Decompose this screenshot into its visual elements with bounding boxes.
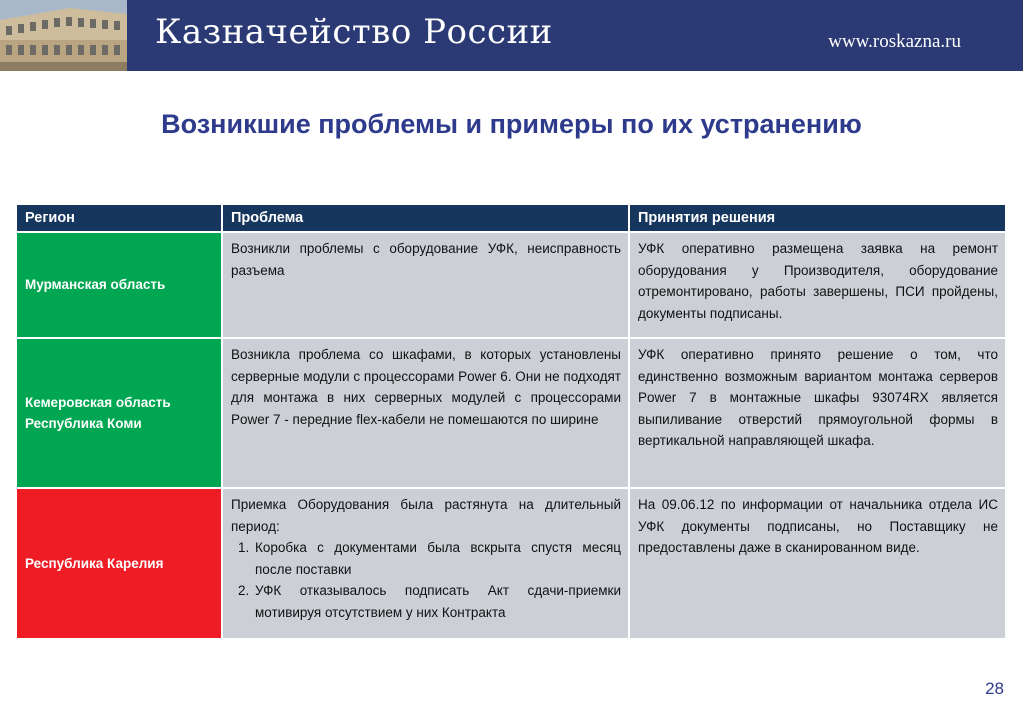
table-row bbox=[16, 488, 1006, 639]
column-header-region: Регион bbox=[16, 204, 222, 232]
problem-list bbox=[231, 537, 621, 623]
problem-cell: Возникла проблема со шкафами, в которых установлены серверные модули с процессорами Power 6. Они не подходят для монтажа в них серверных модулей с процессорами Power 7 - передние flex-кабели не помешаются по ширине bbox=[222, 338, 629, 488]
problem-cell bbox=[222, 488, 629, 639]
solution-cell: На 09.06.12 по информации от начальника отдела ИС УФК документы подписаны, но Поставщику не предоставлены даже в сканированном виде. bbox=[629, 488, 1006, 639]
region-name: Республика Коми bbox=[25, 416, 142, 431]
region-cell bbox=[16, 232, 222, 338]
column-header-problem: Проблема bbox=[222, 204, 629, 232]
problem-cell: Возникли проблемы с оборудование УФК, неисправность разъема bbox=[222, 232, 629, 338]
site-url[interactable]: www.roskazna.ru bbox=[828, 31, 961, 52]
header-banner bbox=[0, 0, 1023, 71]
page-title: Возникшие проблемы и примеры по их устранению bbox=[161, 109, 862, 139]
building-photo bbox=[0, 0, 127, 71]
problem-intro: Приемка Оборудования была растянута на длительный период: bbox=[231, 497, 621, 534]
region-name: Мурманская область bbox=[25, 277, 166, 293]
solution-cell: УФК оперативно размещена заявка на ремонт оборудования у Производителя, оборудование отремонтировано, работы завершены, ПСИ пройдены, документы подписаны. bbox=[629, 232, 1006, 338]
table-row bbox=[16, 232, 1006, 338]
solution-cell: УФК оперативно принято решение о том, что единственно возможным вариантом монтажа серверов Power 7 в монтажные шкафы 93074RX является выпиливание отверстий прямоугольной формы в вертикальной направляющей шкафа. bbox=[629, 338, 1006, 488]
issues-table bbox=[15, 203, 1007, 640]
table-row bbox=[16, 338, 1006, 488]
column-header-solution: Принятия решения bbox=[629, 204, 1006, 232]
page-number: 28 bbox=[985, 679, 1004, 698]
brand-name: Казначейство России bbox=[155, 12, 553, 52]
table-header-row bbox=[16, 204, 1006, 232]
region-name: Кемеровская область bbox=[25, 394, 171, 410]
region-name: Республика Карелия bbox=[25, 555, 164, 571]
region-cell bbox=[16, 338, 222, 488]
list-item: 1. Коробка с документами была вскрыта спустя месяц после поставки bbox=[253, 537, 621, 580]
region-cell bbox=[16, 488, 222, 639]
list-item: 2. УФК отказывалось подписать Акт сдачи-приемки мотивируя отсутствием у них Контракта bbox=[253, 580, 621, 623]
